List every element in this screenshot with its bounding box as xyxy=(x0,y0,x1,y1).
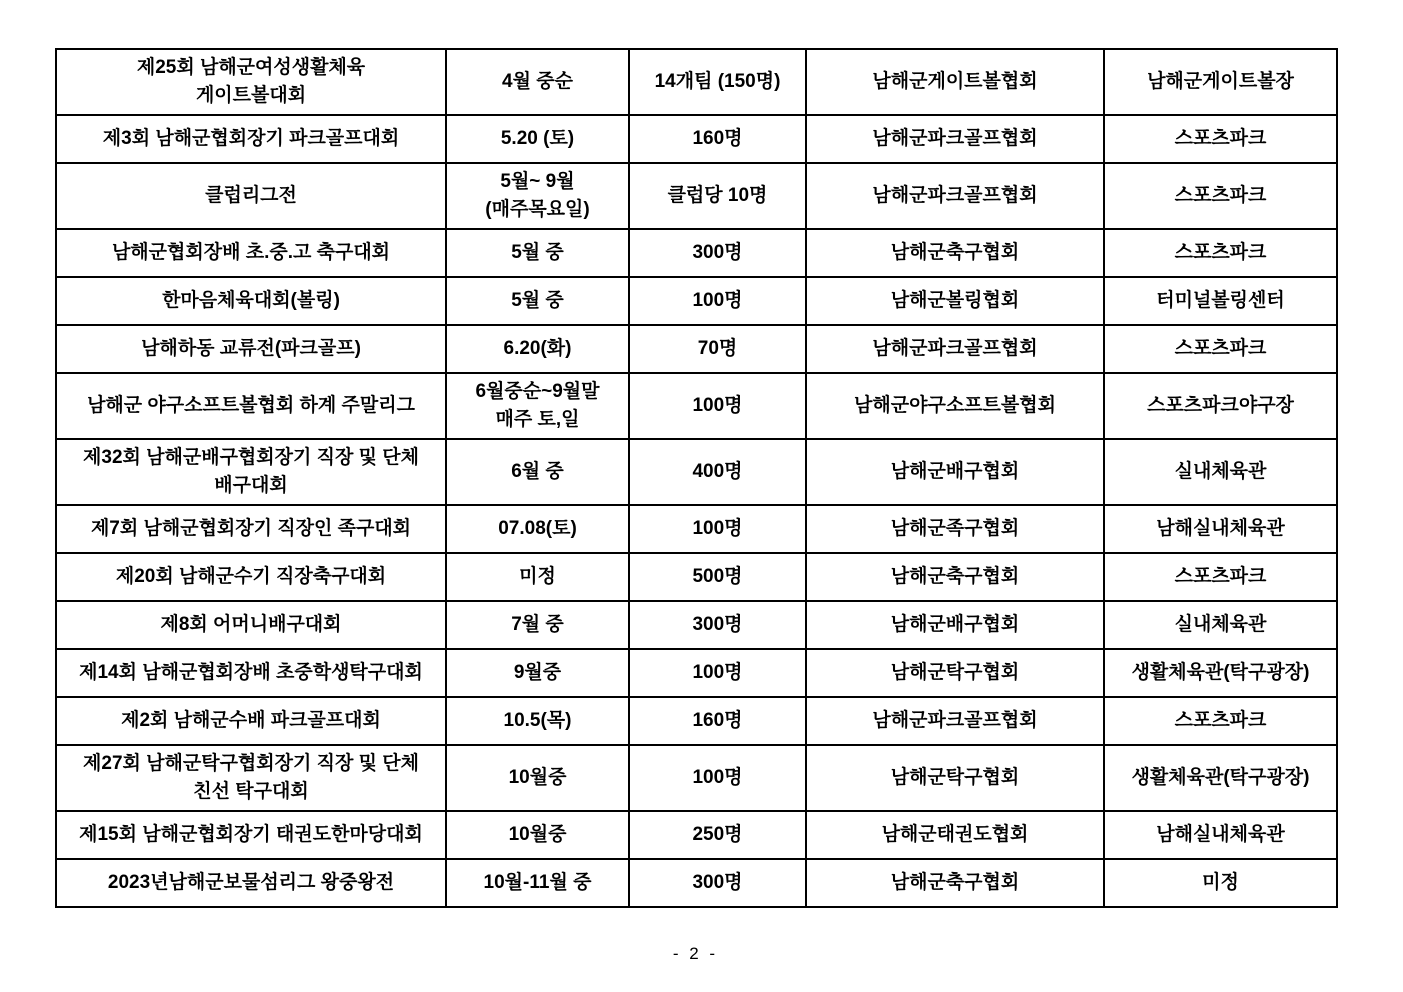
participants-cell: 클럽당 10명 xyxy=(629,163,806,229)
event-name-cell: 남해군 야구소프트볼협회 하계 주말리그 xyxy=(56,373,446,439)
event-date-cell: 10월-11월 중 xyxy=(446,859,629,907)
organizer-cell: 남해군축구협회 xyxy=(806,229,1104,277)
venue-cell: 실내체육관 xyxy=(1104,601,1337,649)
table-row xyxy=(56,49,1337,115)
venue-cell: 스포츠파크 xyxy=(1104,115,1337,163)
organizer-cell: 남해군배구협회 xyxy=(806,439,1104,505)
event-name-cell: 제20회 남해군수기 직장축구대회 xyxy=(56,553,446,601)
event-name-cell: 클럽리그전 xyxy=(56,163,446,229)
table-row xyxy=(56,859,1337,907)
venue-cell: 남해실내체육관 xyxy=(1104,505,1337,553)
event-date-cell: 미정 xyxy=(446,553,629,601)
table-row xyxy=(56,373,1337,439)
event-date-cell: 6월 중 xyxy=(446,439,629,505)
event-name-cell: 제25회 남해군여성생활체육 게이트볼대회 xyxy=(56,49,446,115)
event-date-cell: 5월 중 xyxy=(446,229,629,277)
venue-cell: 남해실내체육관 xyxy=(1104,811,1337,859)
event-date-cell: 10.5(목) xyxy=(446,697,629,745)
participants-cell: 100명 xyxy=(629,373,806,439)
event-date-cell: 10월중 xyxy=(446,745,629,811)
event-name-cell: 남해군협회장배 초.중.고 축구대회 xyxy=(56,229,446,277)
organizer-cell: 남해군탁구협회 xyxy=(806,745,1104,811)
venue-cell: 미정 xyxy=(1104,859,1337,907)
event-date-cell: 4월 중순 xyxy=(446,49,629,115)
event-name-cell: 남해하동 교류전(파크골프) xyxy=(56,325,446,373)
organizer-cell: 남해군야구소프트볼협회 xyxy=(806,373,1104,439)
event-date-cell: 9월중 xyxy=(446,649,629,697)
table-row xyxy=(56,115,1337,163)
event-name-cell: 한마음체육대회(볼링) xyxy=(56,277,446,325)
table-row xyxy=(56,697,1337,745)
event-date-cell: 6월중순~9월말 매주 토,일 xyxy=(446,373,629,439)
venue-cell: 스포츠파크 xyxy=(1104,697,1337,745)
events-table xyxy=(55,48,1338,908)
event-date-cell: 6.20(화) xyxy=(446,325,629,373)
venue-cell: 실내체육관 xyxy=(1104,439,1337,505)
event-name-cell: 제3회 남해군협회장기 파크골프대회 xyxy=(56,115,446,163)
organizer-cell: 남해군태권도협회 xyxy=(806,811,1104,859)
venue-cell: 생활체육관(탁구광장) xyxy=(1104,745,1337,811)
event-date-cell: 07.08(토) xyxy=(446,505,629,553)
organizer-cell: 남해군파크골프협회 xyxy=(806,163,1104,229)
venue-cell: 스포츠파크 xyxy=(1104,553,1337,601)
organizer-cell: 남해군볼링협회 xyxy=(806,277,1104,325)
venue-cell: 스포츠파크야구장 xyxy=(1104,373,1337,439)
participants-cell: 250명 xyxy=(629,811,806,859)
table-row xyxy=(56,811,1337,859)
event-date-cell: 10월중 xyxy=(446,811,629,859)
event-name-cell: 제7회 남해군협회장기 직장인 족구대회 xyxy=(56,505,446,553)
organizer-cell: 남해군족구협회 xyxy=(806,505,1104,553)
participants-cell: 300명 xyxy=(629,859,806,907)
table-row xyxy=(56,649,1337,697)
event-date-cell: 5월 중 xyxy=(446,277,629,325)
organizer-cell: 남해군축구협회 xyxy=(806,859,1104,907)
organizer-cell: 남해군배구협회 xyxy=(806,601,1104,649)
organizer-cell: 남해군파크골프협회 xyxy=(806,115,1104,163)
organizer-cell: 남해군파크골프협회 xyxy=(806,325,1104,373)
event-name-cell: 제15회 남해군협회장기 태권도한마당대회 xyxy=(56,811,446,859)
venue-cell: 터미널볼링센터 xyxy=(1104,277,1337,325)
participants-cell: 100명 xyxy=(629,277,806,325)
participants-cell: 500명 xyxy=(629,553,806,601)
participants-cell: 100명 xyxy=(629,505,806,553)
event-name-cell: 제14회 남해군협회장배 초중학생탁구대회 xyxy=(56,649,446,697)
table-row xyxy=(56,553,1337,601)
event-name-cell: 제27회 남해군탁구협회장기 직장 및 단체 친선 탁구대회 xyxy=(56,745,446,811)
organizer-cell: 남해군게이트볼협회 xyxy=(806,49,1104,115)
event-date-cell: 5.20 (토) xyxy=(446,115,629,163)
participants-cell: 160명 xyxy=(629,697,806,745)
participants-cell: 70명 xyxy=(629,325,806,373)
table-row xyxy=(56,505,1337,553)
event-date-cell: 7월 중 xyxy=(446,601,629,649)
table-row xyxy=(56,163,1337,229)
venue-cell: 남해군게이트볼장 xyxy=(1104,49,1337,115)
table-row xyxy=(56,325,1337,373)
table-row xyxy=(56,229,1337,277)
participants-cell: 300명 xyxy=(629,229,806,277)
event-date-cell: 5월~ 9월 (매주목요일) xyxy=(446,163,629,229)
participants-cell: 300명 xyxy=(629,601,806,649)
event-name-cell: 제8회 어머니배구대회 xyxy=(56,601,446,649)
page-number: - 2 - xyxy=(672,944,719,963)
organizer-cell: 남해군탁구협회 xyxy=(806,649,1104,697)
table-row xyxy=(56,439,1337,505)
participants-cell: 100명 xyxy=(629,745,806,811)
table-row xyxy=(56,601,1337,649)
venue-cell: 스포츠파크 xyxy=(1104,325,1337,373)
participants-cell: 160명 xyxy=(629,115,806,163)
event-name-cell: 제32회 남해군배구협회장기 직장 및 단체 배구대회 xyxy=(56,439,446,505)
participants-cell: 100명 xyxy=(629,649,806,697)
event-name-cell: 제2회 남해군수배 파크골프대회 xyxy=(56,697,446,745)
venue-cell: 스포츠파크 xyxy=(1104,229,1337,277)
participants-cell: 400명 xyxy=(629,439,806,505)
table-row xyxy=(56,277,1337,325)
organizer-cell: 남해군축구협회 xyxy=(806,553,1104,601)
event-name-cell: 2023년남해군보물섬리그 왕중왕전 xyxy=(56,859,446,907)
table-row xyxy=(56,745,1337,811)
participants-cell: 14개팀 (150명) xyxy=(629,49,806,115)
organizer-cell: 남해군파크골프협회 xyxy=(806,697,1104,745)
venue-cell: 스포츠파크 xyxy=(1104,163,1337,229)
venue-cell: 생활체육관(탁구광장) xyxy=(1104,649,1337,697)
